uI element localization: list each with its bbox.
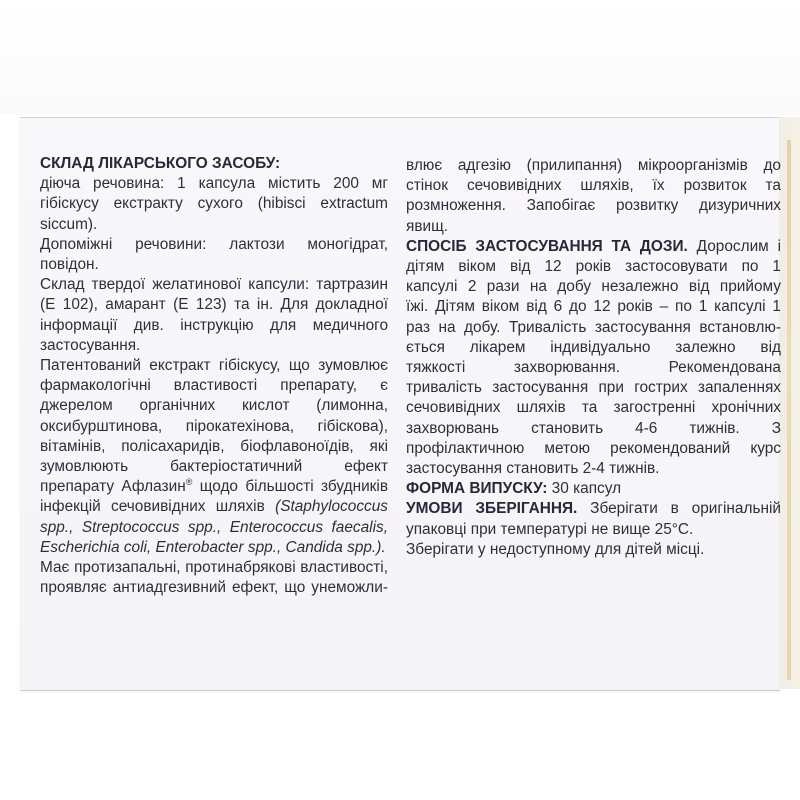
storage-line: упаковці при температурі не вище 25°С.: [406, 520, 694, 538]
form-heading: ФОРМА ВИПУСКУ:: [406, 480, 548, 498]
brand-text: препарату Афлазин: [40, 478, 186, 496]
left-column: [40, 154, 388, 598]
storage-line: Зберігати у недоступному для дітей місці.: [406, 540, 705, 558]
dosage-line: тяжкості захворювання. Рекомендована: [406, 359, 781, 377]
right-column: [406, 156, 781, 560]
excipients-line: застосування.: [40, 336, 141, 354]
species-line: spp., Streptococcus spp., Enterococcus faecalis,: [40, 518, 388, 536]
active-line: siccum).: [40, 215, 98, 233]
active-line: діюча речовина: 1 капсула містить 200 мг: [40, 175, 388, 193]
patented-line: зумовлюють бактеріостатичний ефект: [40, 458, 388, 476]
brand-text-tail: щодо більшості збудників: [192, 478, 388, 496]
dosage-first-tail: Дорослим і: [687, 237, 781, 255]
background-bottom: [0, 690, 800, 800]
continuation-line: розмноження. Запобігає розвитку дизуричних: [406, 197, 781, 215]
dosage-heading-line: [406, 237, 781, 257]
registered-mark: ®: [185, 477, 193, 488]
form-line: [406, 479, 781, 499]
continuation-line: стінок сечовивідних шляхів, їх розвиток та: [406, 177, 781, 195]
patented-line: джерелом органічних кислот (лимонна,: [40, 397, 388, 415]
brand-line: [40, 477, 388, 497]
package-side-stripe: [787, 140, 791, 680]
properties-line: Має протизапальні, протинабрякові властивості,: [40, 559, 388, 577]
composition-heading: СКЛАД ЛІКАРСЬКОГО ЗАСОБУ:: [40, 155, 281, 172]
storage-heading: УМОВИ ЗБЕРІГАННЯ.: [406, 500, 578, 518]
continuation-line: влює адгезію (прилипання) мікроорганізмів до: [406, 157, 781, 174]
form-value: 30 капсул: [547, 480, 622, 498]
species-line: Escherichia coli, Enterobacter spp., Candida spp.).: [40, 538, 386, 556]
patented-line: Патентований екстракт гібіскусу, що зумовлює: [40, 357, 388, 375]
patented-line: вітамінів, полісахаридів, біофлавоноїдів, які: [40, 437, 388, 455]
active-line: гібіскусу екстракту сухого (hibisci extractum: [40, 195, 388, 213]
dosage-line: їжі. Дітям віком від 6 до 12 років – по 1 капсулі 1: [406, 298, 781, 316]
infection-species-start: (Staphylococcus: [275, 498, 388, 516]
properties-line: проявляє антиадгезивний ефект, що унеможли-: [40, 579, 388, 597]
excipients-line: (Е 102), амарант (Е 123) та ін. Для докладної: [40, 296, 388, 314]
excipients-line: Склад твердої желатинової капсули: тартразин: [40, 276, 388, 294]
dosage-line: ється лікарем індивідуально залежно від: [406, 338, 781, 356]
dosage-line: захворювань становить 4-6 тижнів. З: [406, 419, 781, 437]
dosage-line: капсулі 2 рази на добу незалежно від прийому: [406, 278, 781, 296]
dosage-line: профілактичною метою рекомендований курс: [406, 439, 781, 457]
excipients-line: інформації див. інструкцію для медичного: [40, 316, 388, 334]
patented-line: фармакологічні властивості препарату, є: [40, 377, 388, 395]
dosage-line: дітям віком від 12 років застосовувати по 1: [406, 258, 781, 276]
infection-line: [40, 497, 388, 517]
dosage-heading: СПОСІБ ЗАСТОСУВАННЯ ТА ДОЗИ.: [406, 237, 688, 255]
excipients-line: Допоміжні речовини: лактози моногідрат, повідон.: [40, 235, 388, 274]
storage-first-tail: Зберігати в оригінальній: [577, 500, 781, 518]
infection-text: інфекцій сечовивідних шляхів: [40, 498, 276, 516]
dosage-line: сечовивідних шляхів та загостренні хронічних: [406, 399, 781, 417]
dosage-line: раз на добу. Тривалість застосування встановлю-: [406, 318, 781, 336]
patented-line: оксибурштинова, пірокатехінова, гібіскова),: [40, 417, 388, 435]
background-top: [0, 0, 800, 115]
dosage-line: тривалість застосування при гострих запаленнях: [406, 379, 781, 397]
dosage-line: застосування становить 2-4 тижнів.: [406, 460, 660, 478]
continuation-line: явищ.: [406, 217, 449, 235]
storage-heading-line: [406, 499, 781, 519]
